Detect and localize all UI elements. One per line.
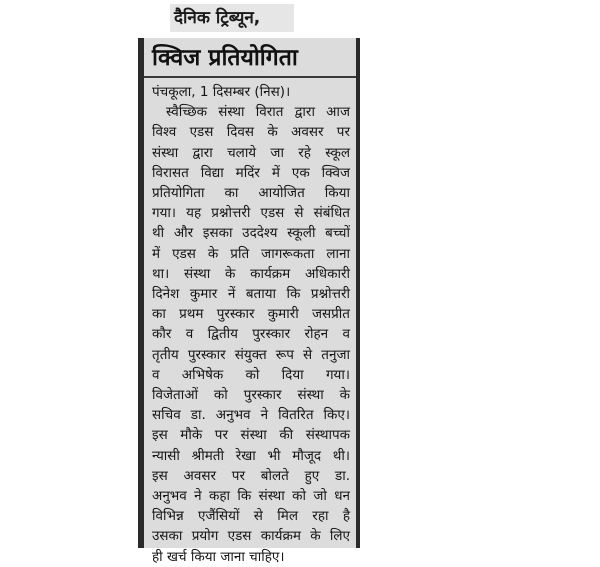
article-line: अनुभव ने कहा कि संस्था को जो धन (152, 488, 350, 505)
article-line: कौर व द्वितीय पुरस्कार रोहन व (152, 326, 350, 343)
article-line: दिनेश कुमार नें बताया कि प्रश्नोत्तरी (152, 286, 350, 303)
article-line: इस अवसर पर बोलते हुए डा. (152, 467, 350, 484)
article-line: स्वैच्छिक संस्था विरात द्वारा आज (166, 104, 350, 121)
article-line: व अभिषेक को दिया गया। (152, 366, 350, 383)
article-body (144, 78, 356, 567)
article-line: पंचकूला, 1 दिसम्बर (निस)। (152, 84, 291, 100)
article-line: उसका प्रयोग एडस कार्यक्रम के लिए (152, 528, 350, 545)
article-line: विश्व एडस दिवस के अवसर पर (152, 124, 350, 141)
article-headline: क्विज प्रतियोगिता (144, 38, 356, 78)
article-line: थी और इसका उददेश्य स्कूली बच्चों (152, 225, 350, 242)
article-line: प्रतियोगिता का आयोजित किया (152, 185, 350, 202)
article-line: विभिन्न एजैंसियों से मिल रहा है (152, 508, 350, 525)
article-line: संस्था द्वारा चलाये जा रहे स्कूल (152, 144, 350, 161)
article-line: था। संस्था के कार्यक्रम अधिकारी (152, 265, 350, 282)
article-line: तृतीय पुरस्कार संयुक्त रूप से तनुजा (152, 346, 350, 363)
article-clipping (138, 38, 360, 565)
article-line: में एडस के प्रति जागरूकता लाना (152, 245, 350, 262)
article-line: ही खर्च किया जाना चाहिए। (152, 548, 285, 565)
article-line: इस मौके पर संस्था की संस्थापक (152, 427, 350, 444)
article-line: विरासत विद्या मदिंर में एक क्विज (152, 164, 350, 181)
article-line: सचिव डा. अनुभव ने वितरित किए। (152, 407, 350, 424)
article-line: गया। यह प्रश्नोत्तरी एडस से संबंधित (152, 205, 350, 222)
article-line: का प्रथम पुरस्कार कुमारी जसप्रीत (152, 306, 350, 323)
article-line: विजेताओं को पुरस्कार संस्था के (152, 387, 350, 404)
article-line: न्यासी श्रीमती रेखा भी मौजूद थी। (152, 447, 350, 464)
newspaper-masthead: दैनिक ट्रिब्यून, (170, 4, 294, 32)
